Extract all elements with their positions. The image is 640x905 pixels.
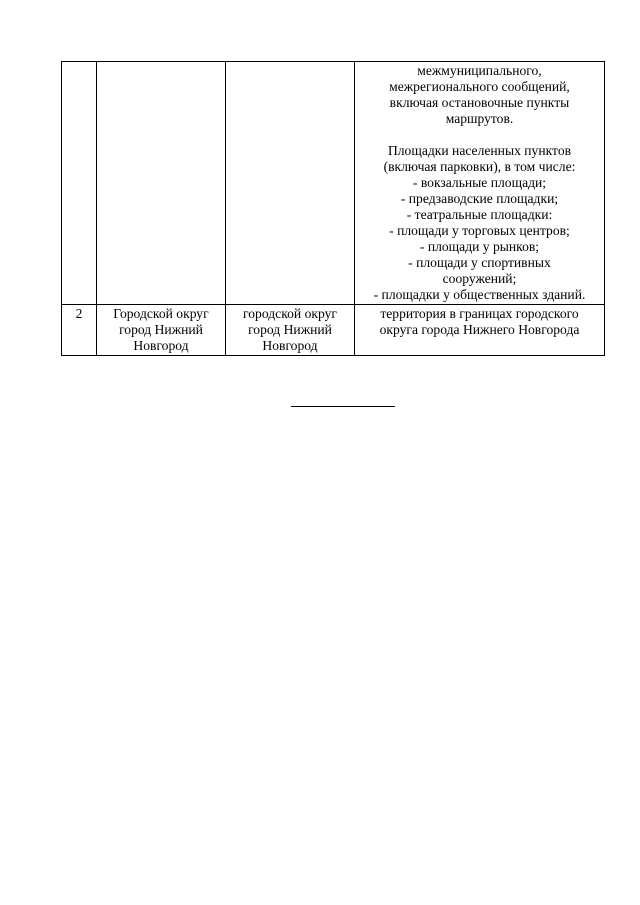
cell-municipality — [97, 62, 226, 305]
text-line: - площади у торговых центров; — [389, 223, 570, 238]
text-line: сооружений; — [442, 271, 517, 286]
text-line: Новгород — [133, 338, 189, 353]
closing-rule — [291, 406, 395, 407]
text-line: - площади у спортивных — [408, 255, 551, 270]
table-row — [62, 305, 605, 356]
cell-territory — [355, 62, 605, 305]
cell-number — [62, 62, 97, 305]
text-line: город Нижний — [119, 322, 203, 337]
cell-number: 2 — [62, 305, 97, 356]
text-line: - театральные площадки: — [406, 207, 553, 222]
text-line: включая остановочные пункты — [389, 95, 570, 110]
text-line: - площади у рынков; — [419, 239, 540, 254]
text-line: городской округ — [243, 306, 337, 321]
text-line: территория в границах городского — [380, 306, 579, 321]
text-line: Новгород — [262, 338, 318, 353]
text-line: Городской округ — [113, 306, 209, 321]
cell-territory — [355, 305, 605, 356]
text-line: маршрутов. — [445, 111, 514, 126]
text-line: межмуниципального, — [417, 63, 542, 78]
text-line: округа города Нижнего Новгорода — [379, 322, 580, 337]
text-line: Площадки населенных пунктов — [387, 143, 572, 158]
cell-municipality — [97, 305, 226, 356]
paragraph-gap — [358, 127, 601, 143]
cell-municipality-2 — [226, 305, 355, 356]
text-line: - площадки у общественных зданий. — [373, 287, 586, 302]
text-line: - предзаводские площадки; — [400, 191, 559, 206]
cell-municipality-2 — [226, 62, 355, 305]
document-table — [61, 61, 605, 356]
text-line: город Нижний — [248, 322, 332, 337]
text-line: межрегионального сообщений, — [389, 79, 570, 94]
text-line: (включая парковки), в том числе: — [383, 159, 576, 174]
table-row — [62, 62, 605, 305]
text-line: - вокзальные площади; — [412, 175, 547, 190]
